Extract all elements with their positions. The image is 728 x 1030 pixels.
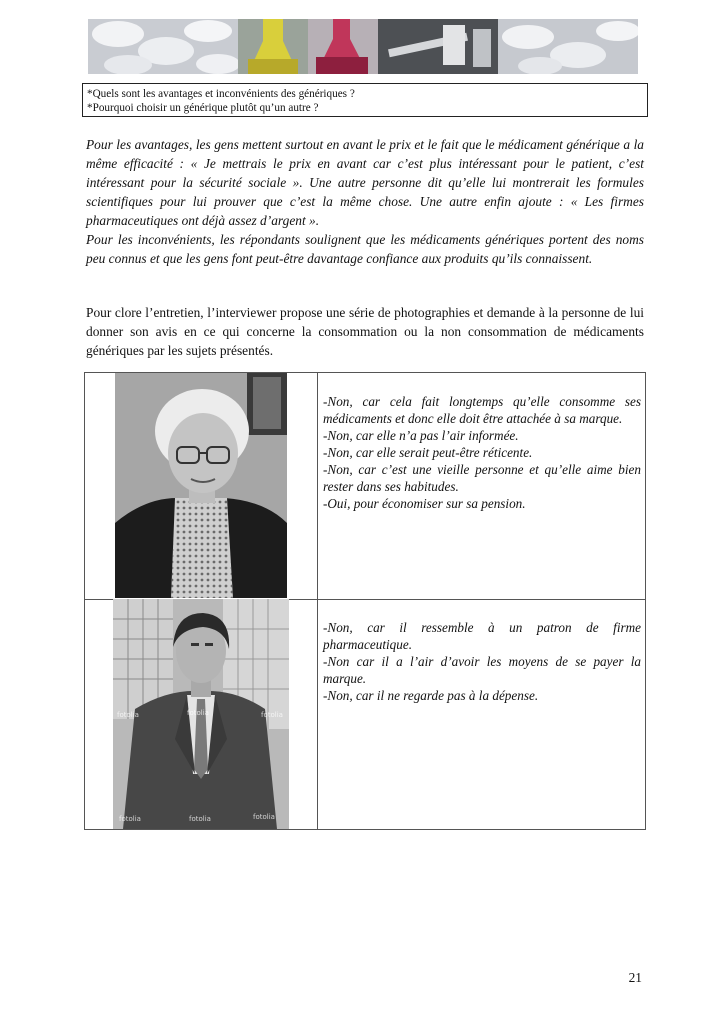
- answers-section: [86, 135, 644, 268]
- header-banner: [88, 19, 638, 74]
- response-item: -Non, car elle n’a pas l’air informée.: [323, 428, 519, 443]
- table-row: [85, 373, 645, 600]
- watermark-text: fotolia: [187, 709, 209, 717]
- businessman-photo: [113, 599, 289, 829]
- watermark-text: fotolia: [117, 711, 139, 719]
- response-item: -Non car il a l’air d’avoir les moyens de se payer la marque.: [323, 654, 641, 686]
- elderly-woman-photo: [115, 373, 287, 598]
- watermark-text: fotolia: [261, 711, 283, 719]
- response-item: -Non, car il ne regarde pas à la dépense.: [323, 688, 539, 703]
- answer-paragraph-drawbacks: Pour les inconvénients, les répondants soulignent que les médicaments génériques portent des noms peu connus et que les gens font peut-être davantage confiance aux produits qu’ils connaissent.: [86, 232, 644, 266]
- question-line: *Quels sont les avantages et inconvénients des génériques ?: [87, 88, 355, 100]
- response-item: -Non, car elle serait peut-être réticente.: [323, 445, 533, 460]
- closing-paragraph: Pour clore l’entretien, l’interviewer propose une série de photographies et demande à la personne de lui donner son avis en ce qui concerne la consommation ou la non consommation de médicaments génériques par les sujets présentés.: [86, 305, 644, 358]
- page-number: 21: [628, 970, 642, 985]
- response-item: -Non, car cela fait longtemps qu’elle consomme ses médicaments et donc elle doit être attachée à sa marque.: [323, 394, 641, 426]
- watermark-text: fotolia: [189, 815, 211, 823]
- answer-paragraph-advantages: Pour les avantages, les gens mettent surtout en avant le prix et le fait que le médicament générique a la même efficacité : « Je mettrais le prix en avant car c’est plus intéressant pour le patient, c’est intéressant pour la sécurité sociale ». Une autre personne dit qu’elle lui montrerait les formules scientifiques pour lui prouver que c’est la même chose. Une autre enfin ajoute : « Les firmes pharmaceutiques ont déjà assez d’argent ».: [86, 137, 644, 228]
- responses-list: [323, 393, 641, 512]
- table-row: [85, 599, 645, 829]
- watermark-text: fotolia: [253, 813, 275, 821]
- question-line: *Pourquoi choisir un générique plutôt qu’un autre ?: [87, 102, 319, 114]
- photo-response-table: [84, 372, 646, 830]
- responses-list: [323, 619, 641, 704]
- pharmacy-banner-image: [88, 19, 638, 74]
- response-item: -Oui, pour économiser sur sa pension.: [323, 496, 526, 511]
- response-item: -Non, car c’est une vieille personne et qu’elle aime bien rester dans ses habitudes.: [323, 462, 641, 494]
- watermark-text: fotolia: [119, 815, 141, 823]
- response-item: -Non, car il ressemble à un patron de firme pharmaceutique.: [323, 620, 641, 652]
- question-box: [82, 83, 648, 117]
